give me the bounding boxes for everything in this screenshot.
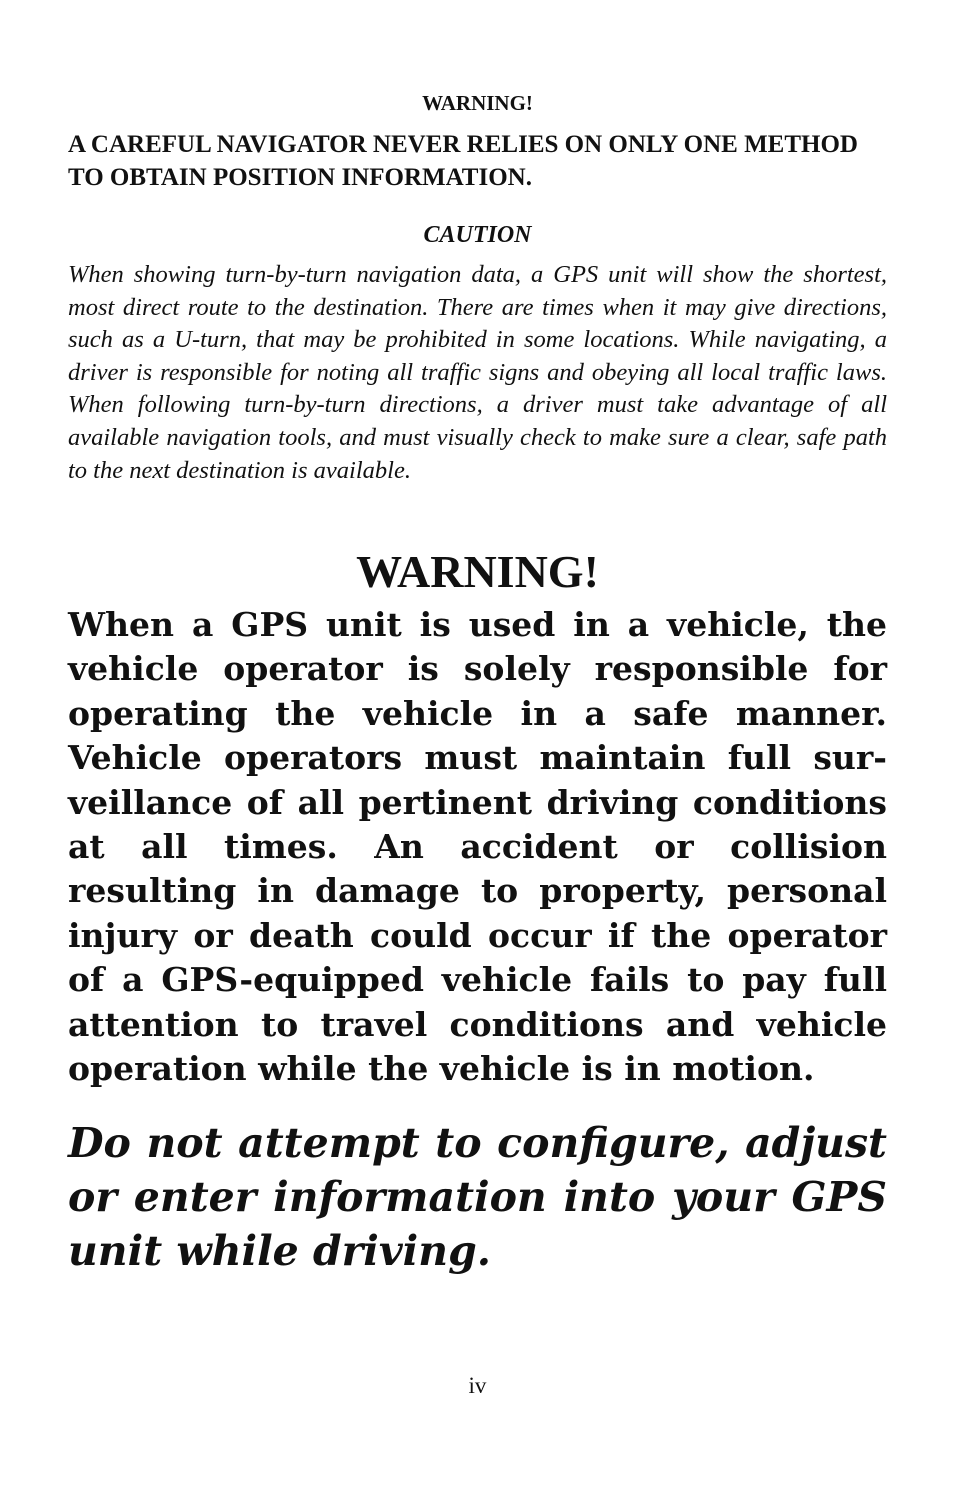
driving-notice-text: Do not attempt to configure, adjust or enter information into your GPS unit while driving. (68, 1119, 887, 1275)
page-number: iv (468, 1373, 487, 1398)
warning-heading-small: WARNING! (422, 91, 533, 115)
caution-heading: CAUTION (423, 222, 532, 248)
navigator-warning-text: A CAREFUL NAVIGATOR NEVER RELIES ON ONLY ONE METHOD TO OBTAIN POSITION INFORMATION. (68, 131, 858, 191)
vehicle-operator-warning-text: When a GPS unit is used in a vehicle, the vehicle operator is solely responsible for operating the vehicle in a safe manner. Vehicle operators must maintain full surveillance of all pertinent driving conditions at all times. An accident or collision resulting in damage to property, personal injury or death could occur if the operator of a GPS-equipped vehicle fails to pay full attention to travel conditions and vehicle operation while the vehicle is in motion. (68, 605, 887, 1089)
warning-heading-large: WARNING! (356, 546, 599, 597)
caution-text: When showing turn-by-turn navigation data, a GPS unit will show the shortest, most direct route to the destination. There are times when it may give directions, such as a U-turn, that may be prohibited in some locations. While navigating, a driver is responsible for noting all traffic signs and obeying all local traffic laws. When following turn-by-turn directions, a driver must take advantage of all available navigation tools, and must visually check to make sure a clear, safe path to the next destination is available. (68, 261, 887, 484)
